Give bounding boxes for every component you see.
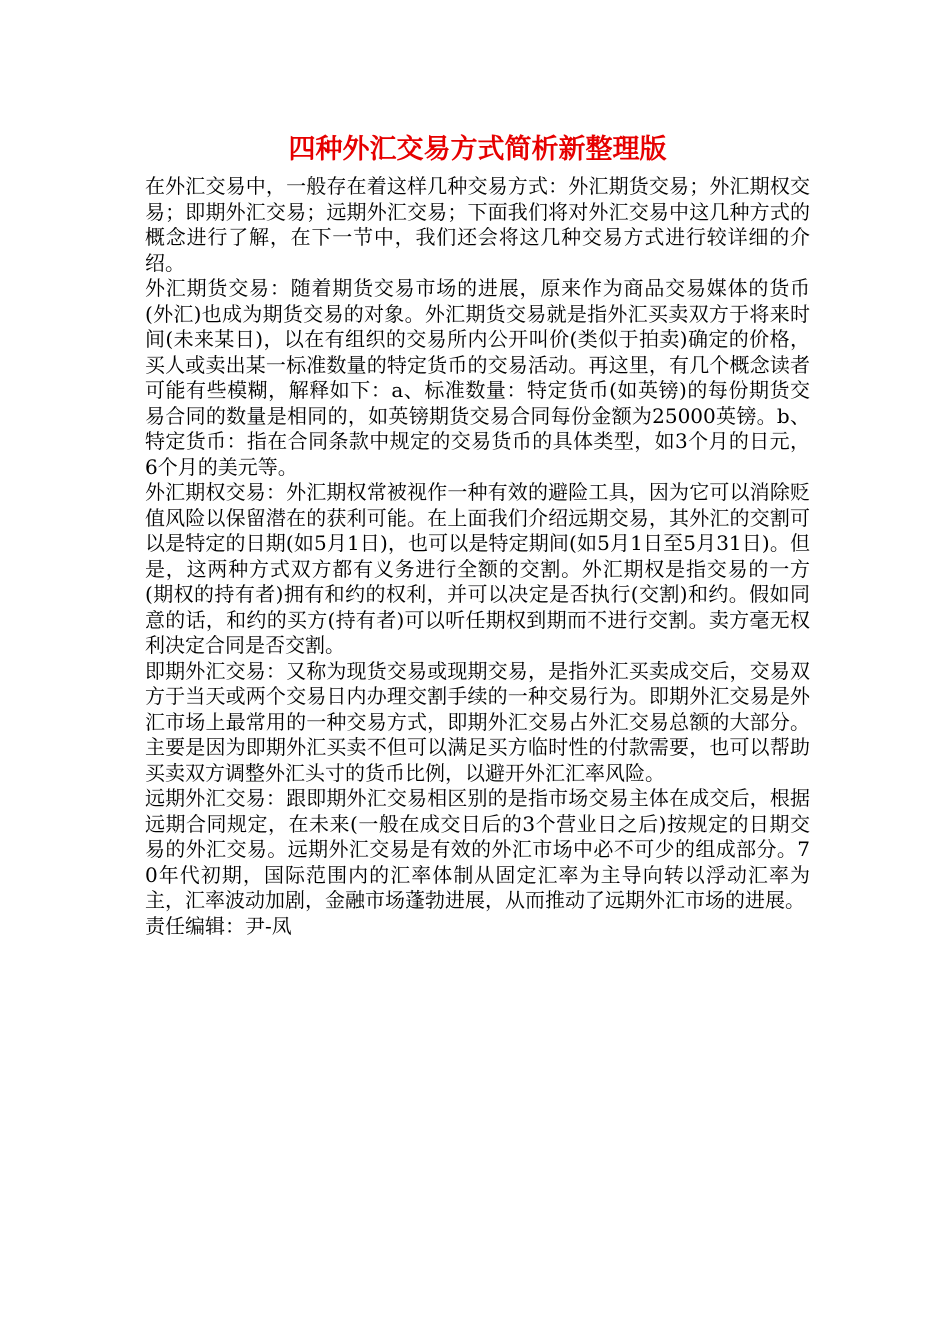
- document-title: 四种外汇交易方式简析新整理版: [288, 134, 667, 165]
- paragraph-intro: 在外汇交易中，一般存在着这样几种交易方式：外汇期货交易；外汇期权交易；即期外汇交易；远期外汇交易；下面我们将对外汇交易中这几种方式的概念进行了解，在下一节中，我们还会将这几种交易方式进行较详细的介绍。: [145, 174, 810, 275]
- editor-credit: 责任编辑：尹-凤: [145, 913, 292, 938]
- paragraph-forward: 远期外汇交易：跟即期外汇交易相区别的是指市场交易主体在成交后，根据远期合同规定，在未来(一般在成交日后的3个营业日之后)按规定的日期交易的外汇交易。远期外汇交易是有效的外汇市场中必不可少的组成部分。70年代初期，国际范围内的汇率体制从固定汇率为主导向转以浮动汇率为主，汇率波动加剧，金融市场蓬勃进展，从而推动了远期外汇市场的进展。: [145, 786, 810, 912]
- paragraph-spot: 即期外汇交易：又称为现货交易或现期交易，是指外汇买卖成交后，交易双方于当天或两个交易日内办理交割手续的一种交易行为。即期外汇交易是外汇市场上最常用的一种交易方式，即期外汇交易占外汇交易总额的大部分。主要是因为即期外汇买卖不但可以满足买方临时性的付款需要，也可以帮助买卖双方调整外汇头寸的货币比例，以避开外汇汇率风险。: [145, 658, 810, 785]
- paragraph-futures: 外汇期货交易：随着期货交易市场的进展，原来作为商品交易媒体的货币(外汇)也成为期货交易的对象。外汇期货交易就是指外汇买卖双方于将来时间(未来某日)，以在有组织的交易所内公开叫价(类似于拍卖)确定的价格，买人或卖出某一标准数量的特定货币的交易活动。再这里，有几个概念读者可能有些模糊，解释如下：a、标准数量：特定货币(如英镑)的每份期货交易合同的数量是相同的，如英镑期货交易合同每份金额为25000英镑。b、特定货币：指在合同条款中规定的交易货币的具体类型，如3个月的日元，6个月的美元等。: [145, 276, 810, 479]
- document-page: [145, 128, 810, 939]
- paragraph-options: 外汇期权交易：外汇期权常被视作一种有效的避险工具，因为它可以消除贬值风险以保留潜在的获利可能。在上面我们介绍远期交易，其外汇的交割可以是特定的日期(如5月1日)，也可以是特定期间(如5月1日至5月31日)。但是，这两种方式双方都有义务进行全额的交割。外汇期权是指交易的一方(期权的持有者)拥有和约的权利，并可以决定是否执行(交割)和约。假如同意的话，和约的买方(持有者)可以听任期权到期而不进行交割。卖方毫无权利决定合同是否交割。: [145, 480, 810, 657]
